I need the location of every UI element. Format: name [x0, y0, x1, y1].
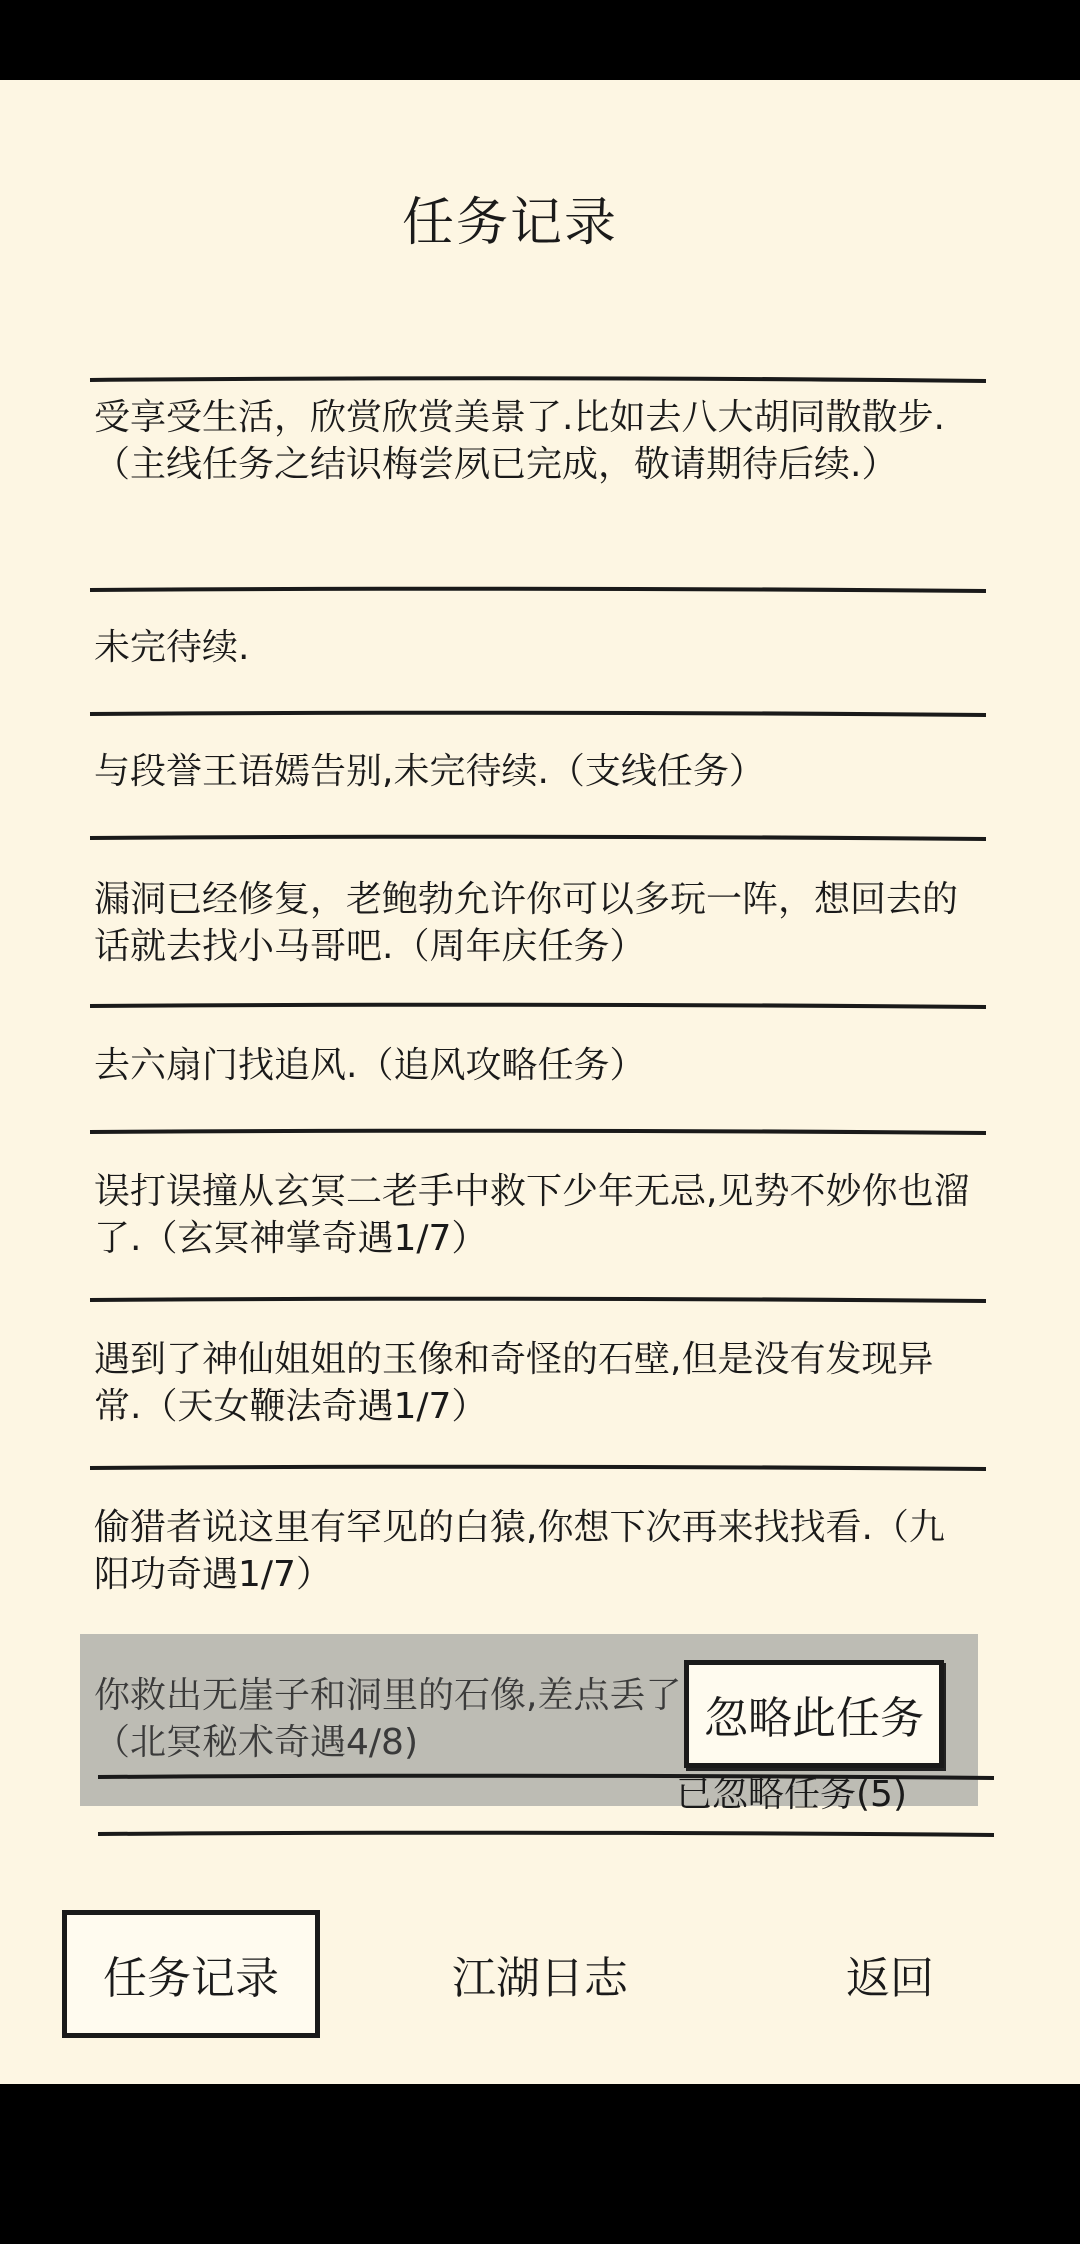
task-text: 误打误撞从玄冥二老手中救下少年无忌,见势不妙你也溜了.（玄冥神掌奇遇1/7）: [94, 1171, 970, 1259]
divider: [88, 1464, 988, 1472]
task-list[interactable]: [0, 296, 1080, 1806]
divider: [96, 1830, 996, 1838]
page-title: 任务记录: [401, 193, 618, 253]
task-text: 与段誉王语嫣告别,未完待续.（支线任务）: [94, 751, 765, 792]
task-text: 受享受生活，欣赏欣赏美景了.比如去八大胡同散散步.（主线任务之结识梅尝夙已完成，敬请期待后续.）: [94, 397, 945, 485]
bottom-tab-bar: [0, 1910, 1080, 2040]
list-item[interactable]: [94, 1042, 974, 1089]
divider: [88, 834, 988, 842]
tab-task-record[interactable]: 任务记录: [62, 1910, 320, 2038]
list-item[interactable]: [94, 394, 974, 488]
divider: [88, 1296, 988, 1304]
app-screen: [0, 80, 1080, 2084]
clipped-line: [94, 366, 974, 394]
ignored-tasks-link[interactable]: 已忽略任务(5): [676, 1774, 907, 1815]
task-text: 遇到了神仙姐姐的玉像和奇怪的石壁,但是没有发现异常.（天女鞭法奇遇1/7）: [94, 1339, 934, 1427]
task-text: 漏洞已经修复，老鲍勃允许你可以多玩一阵，想回去的话就去找小马哥吧.（周年庆任务）: [94, 879, 959, 967]
selected-task-line1: 你救出无崖子和洞里的石像,差点丢了: [94, 1675, 682, 1716]
list-item[interactable]: [94, 1168, 974, 1262]
task-text: 未完待续.: [94, 627, 250, 668]
list-item[interactable]: [94, 1504, 974, 1598]
list-item[interactable]: [94, 1336, 974, 1430]
back-button[interactable]: 返回: [846, 1953, 934, 2004]
navigation-bar-area: [0, 2084, 1080, 2244]
list-item[interactable]: [94, 624, 974, 671]
task-text: 去六扇门找追风.（追风攻略任务）: [94, 1045, 646, 1086]
mascot-paws-icon: [262, 80, 376, 110]
divider: [88, 586, 988, 594]
tab-jianghu-log[interactable]: 江湖日志: [452, 1953, 628, 2004]
divider: [88, 1002, 988, 1010]
divider: [88, 710, 988, 718]
task-text: 偷猎者说这里有罕见的白猿,你想下次再来找找看.（九阳功奇遇1/7）: [94, 1507, 945, 1595]
ignore-task-button[interactable]: 忽略此任务: [684, 1660, 944, 1768]
selected-task-line2: （北冥秘术奇遇4/8): [94, 1722, 418, 1763]
divider: [88, 1128, 988, 1136]
status-bar: [0, 0, 1080, 80]
list-item[interactable]: [94, 876, 974, 970]
list-item[interactable]: [94, 748, 974, 795]
